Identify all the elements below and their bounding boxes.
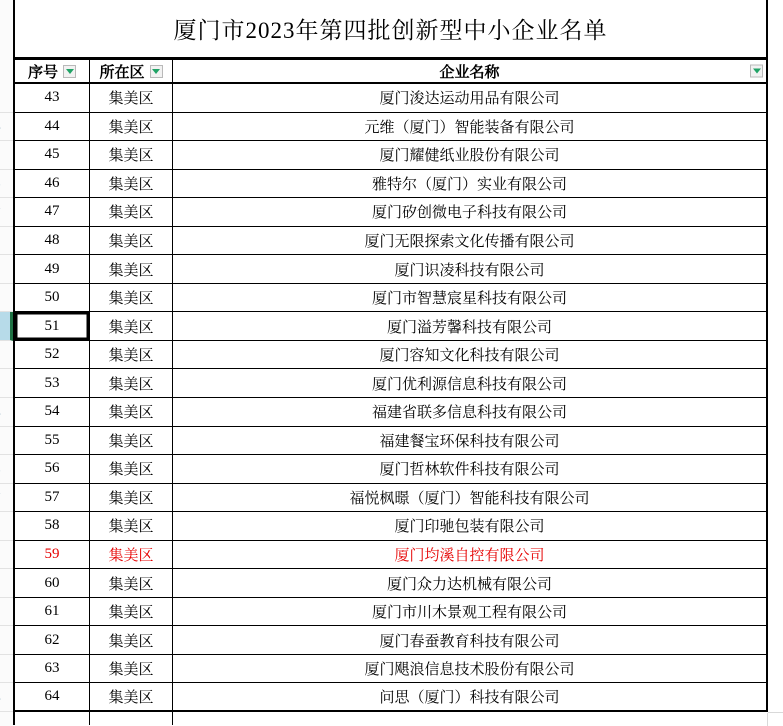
filter-dropdown-button-no[interactable] xyxy=(63,65,76,78)
cell-no[interactable]: 43 xyxy=(15,84,90,112)
cell-no[interactable]: 61 xyxy=(15,598,90,626)
row-header-digit xyxy=(0,234,1,247)
table-row xyxy=(13,170,768,199)
table-row xyxy=(13,198,768,227)
table-row xyxy=(13,626,768,655)
filter-dropdown-icon xyxy=(753,69,761,74)
cell-district[interactable]: 集美区 xyxy=(90,484,173,512)
table-body xyxy=(13,84,768,712)
row-header-digit xyxy=(0,634,1,647)
cell-no[interactable]: 52 xyxy=(15,341,90,369)
row-header-digit xyxy=(0,263,1,276)
row-header[interactable] xyxy=(0,227,13,256)
table-row xyxy=(13,255,768,284)
row-header[interactable] xyxy=(0,284,13,313)
cell-no[interactable]: 44 xyxy=(15,113,90,141)
filter-dropdown-icon xyxy=(66,69,74,74)
cell-no-selected[interactable]: 51 xyxy=(15,312,90,340)
row-header[interactable] xyxy=(0,626,13,655)
table-row xyxy=(13,683,768,712)
cell-no[interactable]: 64 xyxy=(15,683,90,710)
table-row xyxy=(13,341,768,370)
row-header[interactable] xyxy=(0,598,13,627)
table-row xyxy=(13,455,768,484)
table-row xyxy=(13,541,768,570)
row-header[interactable] xyxy=(0,683,13,712)
cell-company[interactable]: 厦门哲林软件科技有限公司 xyxy=(379,462,560,479)
partial-cell[interactable] xyxy=(15,712,90,725)
cell-district[interactable]: 集美区 xyxy=(90,541,173,569)
row-header-strip-top xyxy=(0,0,13,84)
cell-company[interactable]: 厦门矽创微电子科技有限公司 xyxy=(371,205,567,222)
table-row xyxy=(13,84,768,113)
cell-no[interactable]: 57 xyxy=(15,484,90,512)
cell-company[interactable]: 元维（厦门）智能装备有限公司 xyxy=(364,119,575,136)
cell-company[interactable]: 厦门春蚕教育科技有限公司 xyxy=(379,633,560,650)
filter-dropdown-button-district[interactable] xyxy=(150,65,163,78)
cell-company[interactable]: 雅特尔（厦门）实业有限公司 xyxy=(371,176,567,193)
column-header-no[interactable] xyxy=(15,60,90,82)
row-header[interactable] xyxy=(0,512,13,541)
cell-district[interactable]: 集美区 xyxy=(90,398,173,426)
cell-no[interactable]: 63 xyxy=(15,655,90,683)
row-header[interactable] xyxy=(0,198,13,227)
cell-company[interactable]: 厦门均溪自控有限公司 xyxy=(394,548,545,565)
cell-company[interactable]: 厦门浚达运动用品有限公司 xyxy=(379,91,560,108)
table-row xyxy=(13,113,768,142)
row-header[interactable] xyxy=(0,255,13,284)
cell-company[interactable]: 厦门众力达机械有限公司 xyxy=(386,576,552,593)
cell-no[interactable]: 45 xyxy=(15,141,90,169)
cell-no[interactable]: 48 xyxy=(15,227,90,255)
table-row xyxy=(13,512,768,541)
table-row xyxy=(13,655,768,684)
row-header-digit xyxy=(0,577,1,590)
row-header[interactable] xyxy=(0,341,13,370)
row-header-digit xyxy=(0,462,1,475)
cell-district[interactable]: 集美区 xyxy=(90,113,173,141)
cell-company[interactable]: 厦门溢芳馨科技有限公司 xyxy=(386,319,552,336)
cell-no[interactable]: 60 xyxy=(15,569,90,597)
table-row xyxy=(13,398,768,427)
partial-next-row xyxy=(13,712,768,725)
cell-company[interactable]: 福建省联多信息科技有限公司 xyxy=(371,405,567,422)
row-header[interactable] xyxy=(0,569,13,598)
cell-district[interactable]: 集美区 xyxy=(90,227,173,255)
cell-district[interactable]: 集美区 xyxy=(90,655,173,683)
column-header-district[interactable] xyxy=(90,60,173,82)
cell-no[interactable]: 47 xyxy=(15,198,90,226)
cell-district[interactable]: 集美区 xyxy=(90,84,173,112)
cell-company[interactable]: 厦门容知文化科技有限公司 xyxy=(379,348,560,365)
table-row xyxy=(13,227,768,256)
column-header-company-label: 企业名称 xyxy=(439,64,500,81)
row-header-digit xyxy=(0,348,1,361)
table-title-row[interactable] xyxy=(13,0,768,57)
cell-district[interactable]: 集美区 xyxy=(90,198,173,226)
cell-no[interactable]: 59 xyxy=(15,541,90,569)
cell-no[interactable]: 55 xyxy=(15,427,90,455)
table-row xyxy=(13,484,768,513)
cell-company[interactable]: 厦门市智慧宸星科技有限公司 xyxy=(371,291,567,308)
row-header-digit xyxy=(0,712,1,725)
cell-company[interactable]: 厦门耀健纸业股份有限公司 xyxy=(379,148,560,165)
cell-no[interactable]: 56 xyxy=(15,455,90,483)
cell-district[interactable]: 集美区 xyxy=(90,683,173,710)
column-header-no-label: 序号 xyxy=(27,64,58,81)
cell-no[interactable]: 46 xyxy=(15,170,90,198)
filter-dropdown-icon xyxy=(152,69,160,74)
row-header-digit xyxy=(0,177,1,190)
row-header[interactable] xyxy=(0,541,13,570)
company-list-table xyxy=(13,0,768,725)
cell-district[interactable]: 集美区 xyxy=(90,512,173,540)
row-header[interactable] xyxy=(0,484,13,513)
row-header-digit xyxy=(0,377,1,390)
partial-cell[interactable] xyxy=(173,712,768,725)
cell-district[interactable]: 集美区 xyxy=(90,170,173,198)
row-header[interactable] xyxy=(0,84,13,113)
cell-no[interactable]: 58 xyxy=(15,512,90,540)
column-header-district-label: 所在区 xyxy=(99,64,145,81)
cell-company[interactable]: 厦门市川木景观工程有限公司 xyxy=(371,605,567,622)
table-row xyxy=(13,312,768,341)
row-header[interactable] xyxy=(0,655,13,684)
row-header-digit xyxy=(0,519,1,532)
row-header[interactable] xyxy=(0,113,13,142)
cell-company[interactable]: 福悦枫暻（厦门）智能科技有限公司 xyxy=(349,490,590,507)
row-header-digit xyxy=(0,548,1,561)
cell-company[interactable]: 福建餐宝环保科技有限公司 xyxy=(379,433,560,450)
table-row xyxy=(13,284,768,313)
cell-district[interactable]: 集美区 xyxy=(90,455,173,483)
cell-company[interactable]: 厦门飓浪信息技术股份有限公司 xyxy=(364,662,575,679)
row-header[interactable] xyxy=(0,170,13,199)
row-header-digit xyxy=(0,605,1,618)
cell-company[interactable]: 厦门印驰包装有限公司 xyxy=(394,519,545,536)
row-header[interactable] xyxy=(0,427,13,456)
table-row xyxy=(13,427,768,456)
table-row xyxy=(13,598,768,627)
cell-district[interactable]: 集美区 xyxy=(90,284,173,312)
cell-no[interactable]: 62 xyxy=(15,626,90,654)
cell-company[interactable]: 厦门识凌科技有限公司 xyxy=(394,262,545,279)
row-header[interactable] xyxy=(0,369,13,398)
cell-district[interactable]: 集美区 xyxy=(90,569,173,597)
cell-district[interactable]: 集美区 xyxy=(90,369,173,397)
table-header-row xyxy=(13,57,768,84)
row-header[interactable] xyxy=(0,455,13,484)
row-header[interactable] xyxy=(0,141,13,170)
row-header-digit xyxy=(0,91,1,104)
cell-no[interactable]: 54 xyxy=(15,398,90,426)
cell-district[interactable]: 集美区 xyxy=(90,141,173,169)
cell-district[interactable]: 集美区 xyxy=(90,341,173,369)
row-header-digit xyxy=(0,434,1,447)
row-header-digit xyxy=(0,205,1,218)
table-row xyxy=(13,141,768,170)
gridline-extension-vertical xyxy=(767,713,768,726)
page-title: 厦门市2023年第四批创新型中小企业名单 xyxy=(173,18,608,43)
cell-no[interactable]: 53 xyxy=(15,369,90,397)
table-row xyxy=(13,569,768,598)
cell-district[interactable]: 集美区 xyxy=(90,255,173,283)
row-header-digit xyxy=(0,662,1,675)
cell-district[interactable]: 集美区 xyxy=(90,598,173,626)
table-row xyxy=(13,369,768,398)
row-header-digit xyxy=(0,491,1,504)
row-header-strip[interactable] xyxy=(0,0,13,726)
row-header-digit xyxy=(0,120,1,133)
row-header-selected[interactable] xyxy=(0,312,13,341)
cell-district[interactable]: 集美区 xyxy=(90,427,173,455)
cell-company[interactable]: 厦门无限探索文化传播有限公司 xyxy=(364,234,575,250)
row-header[interactable] xyxy=(0,398,13,427)
cell-company[interactable]: 问思（厦门）科技有限公司 xyxy=(379,690,560,707)
row-header-digit xyxy=(0,691,1,704)
gridline-extension-horizontal xyxy=(768,712,783,713)
partial-cell[interactable] xyxy=(90,712,173,725)
cell-no[interactable]: 50 xyxy=(15,284,90,312)
cell-company[interactable]: 厦门优利源信息科技有限公司 xyxy=(371,376,567,393)
cell-district[interactable]: 集美区 xyxy=(90,626,173,654)
row-header-partial[interactable] xyxy=(0,712,13,725)
column-header-company[interactable] xyxy=(173,60,766,82)
row-header-digit xyxy=(0,148,1,161)
row-header-digit xyxy=(0,291,1,304)
row-header-digit xyxy=(0,405,1,418)
cell-district[interactable]: 集美区 xyxy=(90,312,173,340)
cell-no[interactable]: 49 xyxy=(15,255,90,283)
filter-dropdown-button-company[interactable] xyxy=(750,65,763,78)
